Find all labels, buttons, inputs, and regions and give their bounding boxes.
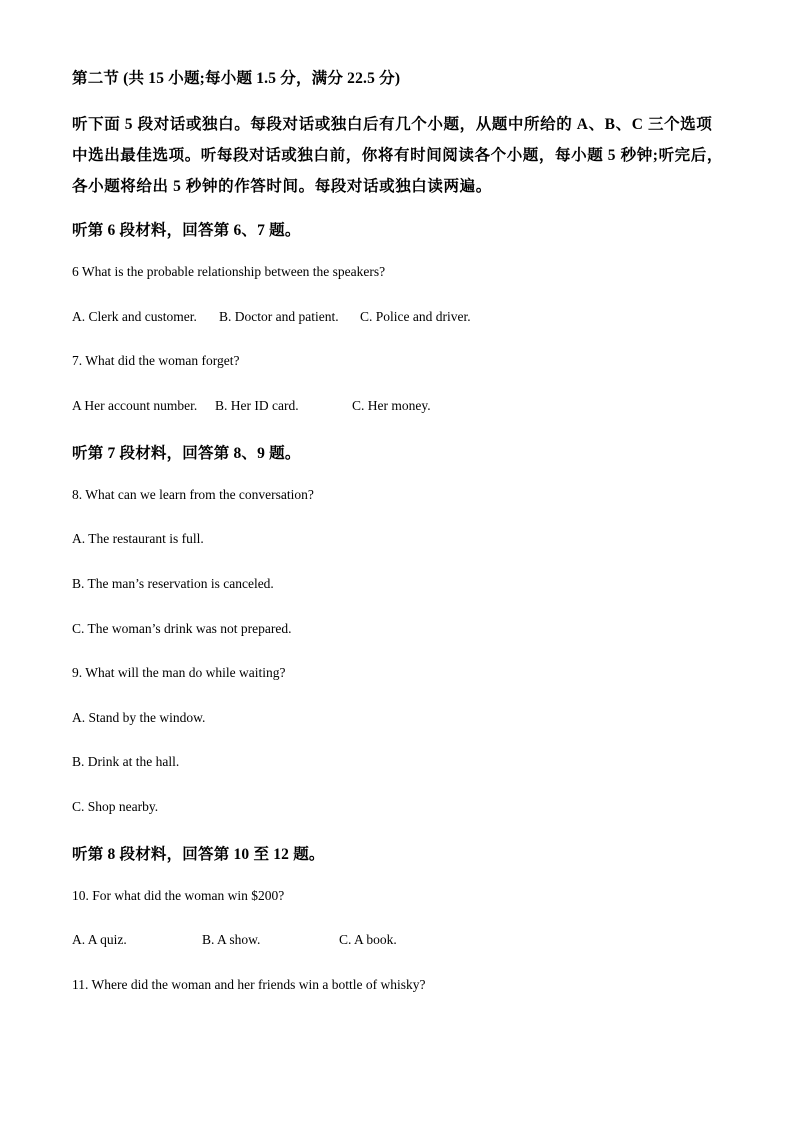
section-heading: 第二节 (共 15 小题;每小题 1.5 分，满分 22.5 分) — [72, 70, 401, 87]
question-10-option-b: B. A show. — [202, 932, 261, 947]
question-10-option-c: C. A book. — [339, 932, 397, 947]
question-7-option-c: C. Her money. — [352, 398, 431, 413]
group-heading-8: 听第 8 段材料，回答第 10 至 12 题。 — [72, 846, 325, 863]
question-8-stem: 8. What can we learn from the conversation? — [72, 487, 314, 502]
question-11-stem: 11. Where did the woman and her friends win a bottle of whisky? — [72, 977, 426, 992]
question-7-stem: 7. What did the woman forget? — [72, 353, 240, 368]
question-6-stem: 6 What is the probable relationship between the speakers? — [72, 264, 386, 279]
instruction-line-3: 各小题将给出 5 秒钟的作答时间。每段对话或独白读两遍。 — [72, 178, 492, 195]
question-7-option-b: B. Her ID card. — [215, 398, 299, 413]
question-9-option-a: A. Stand by the window. — [72, 710, 206, 725]
question-8-option-c: C. The woman’s drink was not prepared. — [72, 621, 292, 636]
question-10-option-a: A. A quiz. — [72, 932, 127, 947]
group-heading-6: 听第 6 段材料，回答第 6、7 题。 — [72, 222, 301, 239]
instruction-line-1: 听下面 5 段对话或独白。每段对话或独白后有几个小题，从题中所给的 A、B、C 三个选项 — [72, 116, 713, 133]
question-6-option-b: B. Doctor and patient. — [219, 309, 339, 324]
question-9-stem: 9. What will the man do while waiting? — [72, 665, 286, 680]
instruction-line-2: 中选出最佳选项。听每段对话或独白前，你将有时间阅读各个小题，每小题 5 秒钟;听完后， — [72, 147, 723, 164]
question-6-option-a: A. Clerk and customer. — [72, 309, 197, 324]
question-9-option-c: C. Shop nearby. — [72, 799, 159, 814]
question-7-option-a: A Her account number. — [72, 398, 198, 413]
question-10-stem: 10. For what did the woman win $200? — [72, 888, 285, 903]
question-8-option-a: A. The restaurant is full. — [72, 531, 204, 546]
question-9-option-b: B. Drink at the hall. — [72, 754, 180, 769]
question-8-option-b: B. The man’s reservation is canceled. — [72, 576, 274, 591]
group-heading-7: 听第 7 段材料，回答第 8、9 题。 — [72, 445, 301, 462]
question-6-option-c: C. Police and driver. — [360, 309, 471, 324]
